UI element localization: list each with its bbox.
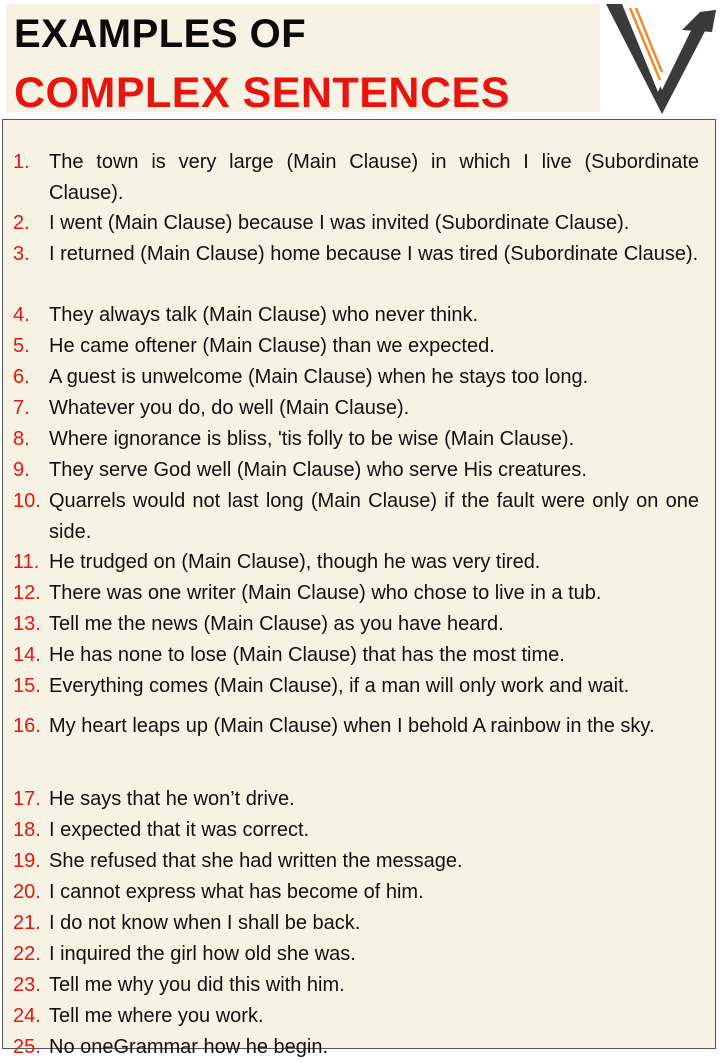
list-item: [13, 547, 699, 578]
title-box: [6, 4, 600, 117]
list-item-number: 20.: [13, 881, 41, 903]
list-item: [13, 147, 699, 209]
list-item: [13, 877, 699, 908]
list-item: [13, 424, 699, 455]
list-item: [13, 455, 699, 486]
v-logo-icon[interactable]: [604, 2, 718, 114]
list-item-text: Where ignorance is bliss, 'tis folly to be wise (Main Clause).: [49, 428, 575, 450]
list-item-text: Whatever you do, do well (Main Clause).: [49, 397, 410, 419]
list-item-text: Tell me why you did this with him.: [49, 974, 345, 996]
list-item-text: No oneGrammar how he begin.: [49, 1036, 329, 1058]
list-item-number: 22.: [13, 943, 41, 965]
list-item-number: 11.: [13, 551, 40, 573]
list-item: [13, 362, 699, 393]
list-item-number: 23.: [13, 974, 41, 996]
list-item-text: Quarrels would not last long (Main Clause) if the fault were only on one side.: [49, 490, 699, 543]
list-item: [13, 1032, 699, 1063]
header: [0, 0, 720, 118]
list-item-number: 5.: [13, 335, 30, 357]
list-item-text: I went (Main Clause) because I was invited (Subordinate Clause).: [49, 212, 630, 234]
list-item: [13, 939, 699, 970]
list-item-number: 1.: [13, 151, 30, 173]
list-item: [13, 784, 699, 815]
list-item: [13, 671, 699, 702]
list-item-number: 12.: [13, 582, 41, 604]
list-item: [13, 846, 699, 877]
list-item-number: 3.: [13, 243, 30, 265]
list-item-text: A guest is unwelcome (Main Clause) when he stays too long.: [49, 366, 589, 388]
list-item-text: I expected that it was correct.: [49, 819, 310, 841]
list-item-text: The town is very large (Main Clause) in which I live (Subordinate Clause).: [49, 151, 699, 204]
list-item-number: 10.: [13, 490, 41, 512]
list-item-number: 24.: [13, 1005, 41, 1027]
list-item: [13, 1001, 699, 1032]
list-item-text: I do not know when I shall be back.: [49, 912, 361, 934]
list-item: [13, 208, 699, 239]
list-item-text: He says that he won’t drive.: [49, 788, 295, 810]
list-item-number: 6.: [13, 366, 30, 388]
list-item-number: 25.: [13, 1036, 41, 1058]
list-item-number: 15.: [13, 675, 41, 697]
list-item: [13, 331, 699, 362]
list-item-text: He came oftener (Main Clause) than we expected.: [49, 335, 495, 357]
list-item-text: He trudged on (Main Clause), though he was very tired.: [49, 551, 541, 573]
list-item-text: Everything comes (Main Clause), if a man will only work and wait.: [49, 675, 630, 697]
list-item-text: I inquired the girl how old she was.: [49, 943, 356, 965]
list-item-text: Tell me where you work.: [49, 1005, 264, 1027]
list-item: [13, 609, 699, 640]
list-item-number: 2.: [13, 212, 30, 234]
list-item: [13, 970, 699, 1001]
list-item-number: 16.: [13, 715, 41, 737]
list-item: [13, 711, 699, 742]
list-item-text: They serve God well (Main Clause) who serve His creatures.: [49, 459, 587, 481]
list-item: [13, 239, 699, 270]
list-item-number: 17.: [13, 788, 41, 810]
list-item-number: 7.: [13, 397, 30, 419]
list-item-number: 9.: [13, 459, 30, 481]
list-item-number: 13.: [13, 613, 41, 635]
list-item: [13, 640, 699, 671]
list-item-text: My heart leaps up (Main Clause) when I behold A rainbow in the sky.: [49, 715, 655, 737]
list-item-number: 4.: [13, 304, 30, 326]
list-item-number: 14.: [13, 644, 41, 666]
page-title-line2: COMPLEX SENTENCES: [14, 69, 510, 117]
list-item: [13, 815, 699, 846]
list-item-number: 19.: [13, 850, 41, 872]
list-item: [13, 578, 699, 609]
logo-graphic: [604, 2, 718, 114]
list-item-number: 21.: [13, 912, 41, 934]
page-title-line1: EXAMPLES OF: [14, 12, 307, 56]
list-item-text: He has none to lose (Main Clause) that has the most time.: [49, 644, 565, 666]
list-item-text: I returned (Main Clause) home because I was tired (Subordinate Clause).: [49, 243, 699, 265]
list-item: [13, 300, 699, 331]
list-item-number: 8.: [13, 428, 30, 450]
list-item: [13, 393, 699, 424]
list-item-number: 18.: [13, 819, 41, 841]
list-item-text: There was one writer (Main Clause) who chose to live in a tub.: [49, 582, 602, 604]
list-item: [13, 486, 699, 548]
sentence-list-panel: [2, 119, 716, 1058]
list-item-text: I cannot express what has become of him.: [49, 881, 424, 903]
list-item-text: They always talk (Main Clause) who never think.: [49, 304, 479, 326]
list-item-text: Tell me the news (Main Clause) as you have heard.: [49, 613, 504, 635]
list-item: [13, 908, 699, 939]
list-item-text: She refused that she had written the message.: [49, 850, 463, 872]
